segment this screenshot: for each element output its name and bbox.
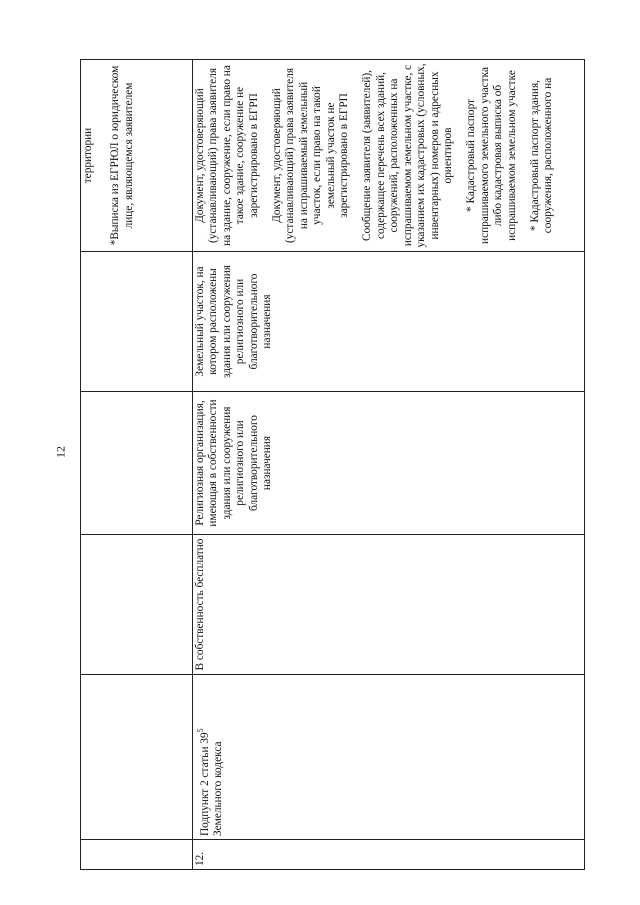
egrul-extract-text: *Выписка из ЕГРЮЛ о юридическом лице, являющемся заявителем — [109, 65, 135, 246]
cell-number-empty — [81, 840, 193, 870]
cell-right-type: В собственность бесплатно — [193, 535, 585, 675]
page-number: 12 — [53, 446, 68, 458]
cell-basis-empty — [81, 675, 193, 840]
cell-right-empty — [81, 535, 193, 675]
basis-tail-text: Земельного кодекса — [212, 741, 225, 836]
documents-list — [194, 63, 555, 248]
cell-legal-basis — [193, 675, 585, 840]
continuation-text: территории — [82, 127, 94, 184]
basis-text: Подпункт 2 статьи 39 — [198, 732, 211, 836]
document-item: * Кадастровый паспорт здания, сооружения, расположенного на — [528, 77, 555, 234]
cell-documents — [193, 60, 585, 252]
rotated-page — [80, 60, 585, 870]
document-item: * Кадастровый паспорт испрашиваемого земельного участка либо кадастровая выписка об испрашиваемом земельном участке — [465, 67, 518, 244]
document-item: Документ, удостоверяющий (устанавливающий) права заявителя на здание, сооружение, если право на такое здание, сооружение не зарегистрировано в ЕГРП — [194, 65, 260, 246]
cell-applicant: Религиозная организация, имеющая в собственности здания или сооружения религиозного или благотворительного назначения — [193, 392, 585, 535]
document-item: Документ, удостоверяющий (устанавливающий) права заявителя на испрашиваемый земельный участок, если право на такой земельный участок не зарегистрировано в ЕГРП — [271, 67, 351, 244]
table-row-continuation — [81, 60, 193, 870]
cell-land-plot: Земельный участок, на котором расположены здания или сооружения религиозного или благотворительного назначения — [193, 252, 585, 392]
document-item: Сообщение заявителя (заявителей), содержащее перечень всех зданий, сооружений, расположенных на испрашиваемом земельном участке, с указанием их кадастровых (условных, инвентарных) номеров и адресных ориентиров — [361, 63, 454, 248]
documents-table — [80, 59, 585, 870]
cell-applicant-empty — [81, 392, 193, 535]
basis-superscript: 5 — [196, 728, 205, 733]
cell-documents-continuation — [81, 60, 193, 252]
cell-row-number: 12. — [193, 840, 585, 870]
cell-plot-empty — [81, 252, 193, 392]
table-row-12 — [193, 60, 585, 870]
